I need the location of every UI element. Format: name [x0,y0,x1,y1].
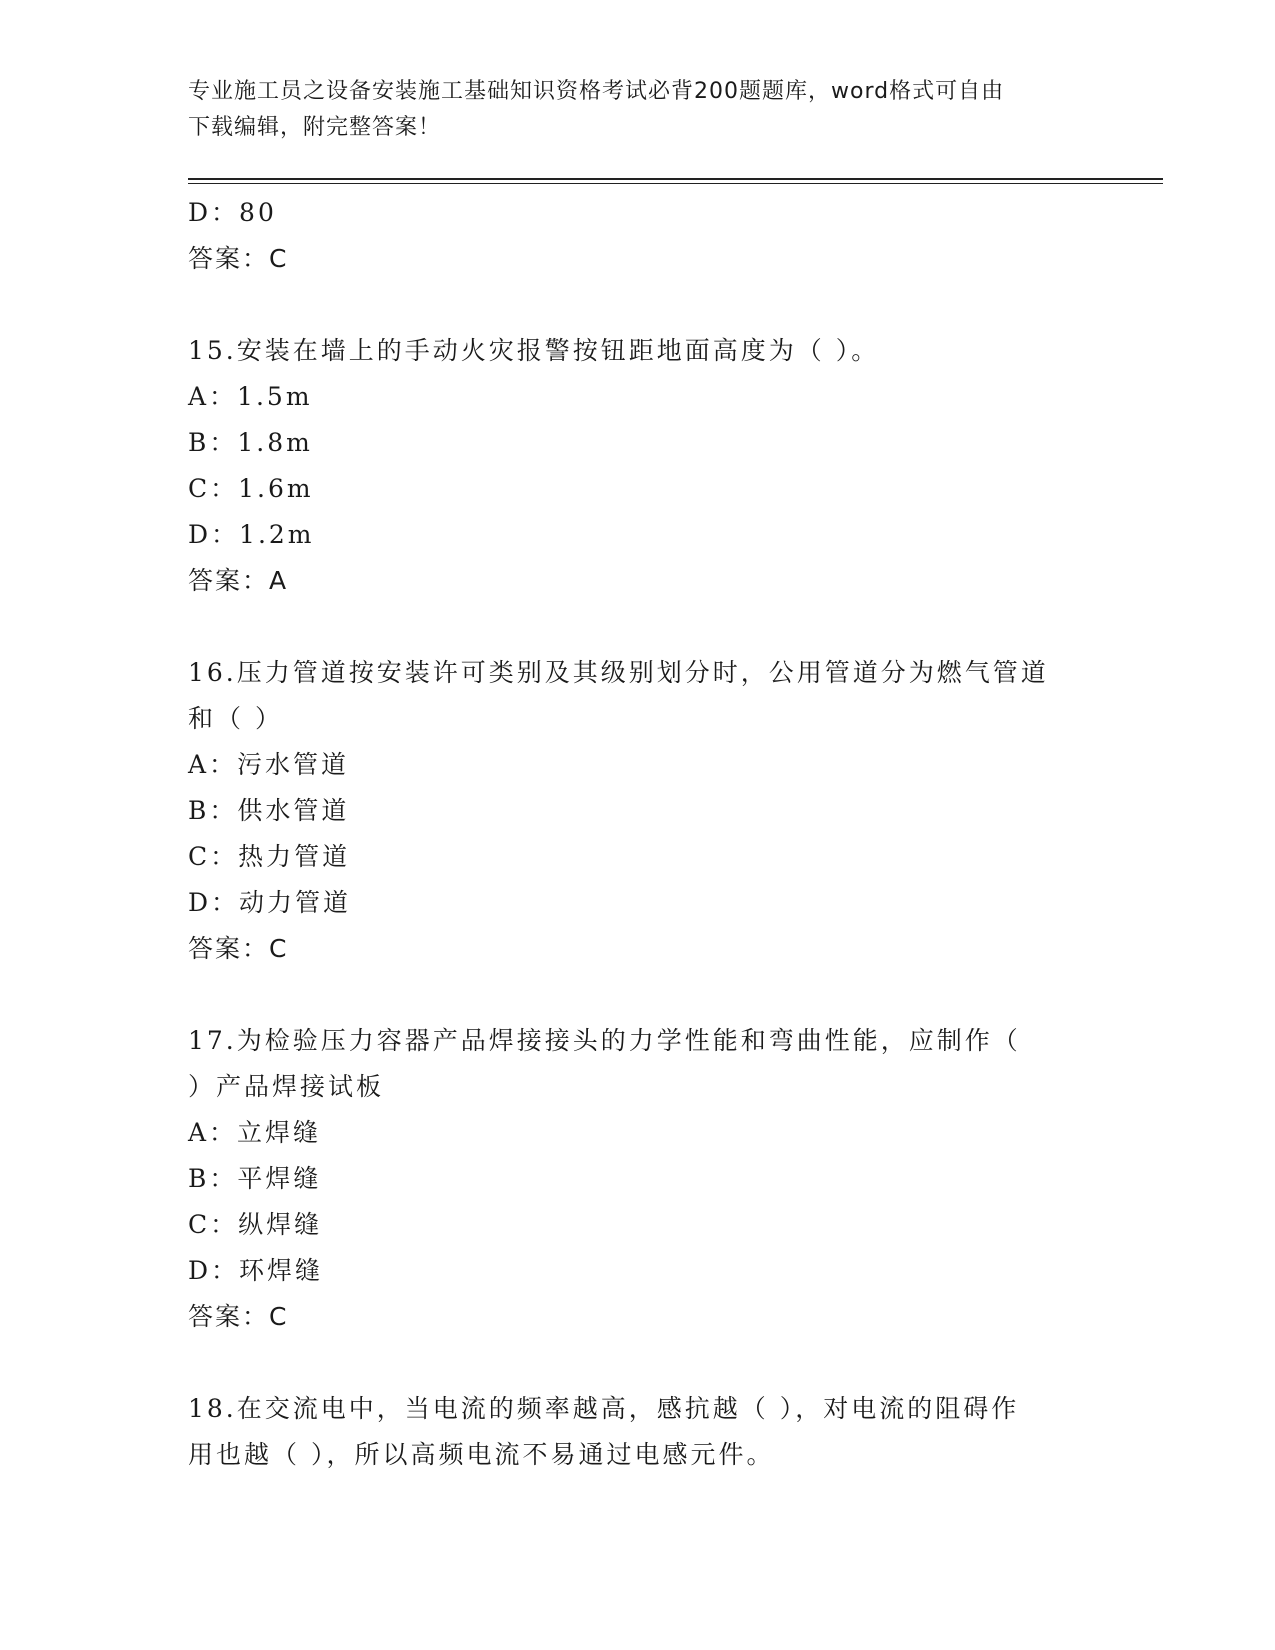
question-text: 17.为检验压力容器产品焊接接头的力学性能和弯曲性能，应制作（ [188,1026,1021,1055]
option-d: D：80 [188,198,277,227]
question-text: 16.压力管道按安装许可类别及其级别划分时，公用管道分为燃气管道 [188,658,1049,687]
question-text-continued: ）产品焊接试板 [188,1072,385,1101]
header-divider [188,178,1163,184]
option-d: D：动力管道 [188,888,352,917]
option-a: A：污水管道 [188,750,350,779]
question-18 [188,1386,1088,1478]
header-line-2: 下载编辑，附完整答案！ [188,115,442,140]
option-b: B：1.8m [188,428,313,457]
option-a: A：立焊缝 [188,1118,322,1147]
option-b: B：供水管道 [188,796,350,825]
question-text-continued: 用也越（ ），所以高频电流不易通过电感元件。 [188,1440,775,1469]
question-text-continued: 和（ ） [188,704,283,733]
question-text: 15.安装在墙上的手动火灾报警按钮距地面高度为（ ）。 [188,336,880,365]
option-b: B：平焊缝 [188,1164,322,1193]
answer-label: 答案：C [188,1302,289,1331]
option-d: D：环焊缝 [188,1256,324,1285]
option-c: C：热力管道 [188,842,351,871]
document-header [188,74,1088,146]
header-line-1: 专业施工员之设备安装施工基础知识资格考试必背200题题库，word格式可自由 [188,79,1005,104]
answer-label: 答案：C [188,934,289,963]
question-17 [188,1018,1088,1340]
option-a: A：1.5m [188,382,313,411]
question-16 [188,650,1088,972]
question-text: 18.在交流电中，当电流的频率越高，感抗越（ ），对电流的阻碍作 [188,1394,1020,1423]
question-15 [188,328,1088,604]
question-list [188,190,1088,1478]
option-c: C：1.6m [188,474,314,503]
option-d: D：1.2m [188,520,315,549]
answer-label: 答案：C [188,244,289,273]
answer-label: 答案：A [188,566,289,595]
option-c: C：纵焊缝 [188,1210,323,1239]
